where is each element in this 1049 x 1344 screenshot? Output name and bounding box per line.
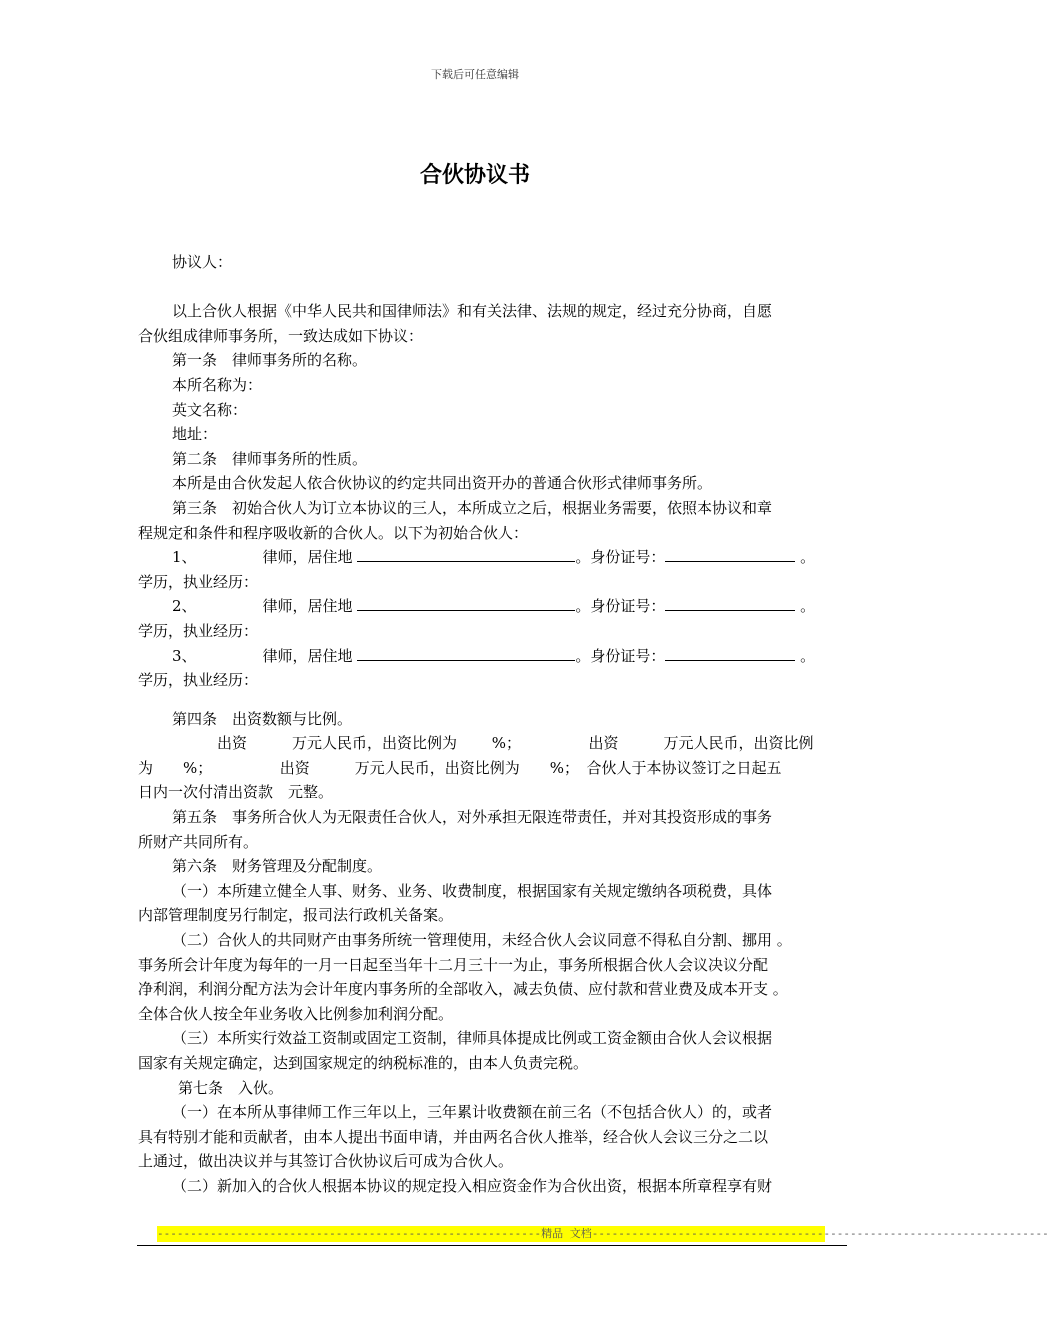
partner-row-3 — [138, 644, 850, 669]
partner-number: 1、 — [172, 548, 197, 567]
id-label: 。身份证号： — [575, 548, 666, 567]
partner-number: 3、 — [172, 646, 197, 665]
article-4-heading: 第四条 出资数额与比例。 — [172, 709, 353, 728]
partner-lawyer-label: 律师，居住地 — [262, 597, 353, 616]
article-6-clause-2-a: （二）合伙人的共同财产由事务所统一管理使用，未经合伙人会议同意不得私自分割、挪用 。 — [172, 931, 792, 950]
page-header: 下载后可任意编辑 — [431, 68, 519, 81]
intro-line-2: 合伙组成律师事务所，一致达成如下协议： — [138, 326, 424, 345]
partner-edu-2: 学历，执业经历： — [138, 621, 259, 640]
line-end: 。 — [800, 548, 816, 567]
article-3-line-2: 程规定和条件和程序吸收新的合伙人。以下为初始合伙人： — [138, 523, 529, 542]
article-3-line-1: 第三条 初始合伙人为订立本协议的三人，本所成立之后，根据业务需要，依照本协议和章 — [172, 498, 773, 517]
id-number-blank — [665, 545, 795, 562]
document-title: 合伙协议书 — [419, 163, 530, 188]
line-end: 。 — [800, 646, 816, 665]
partner-row-1 — [138, 545, 850, 570]
residence-blank — [357, 594, 575, 611]
article-6-clause-3-a: （三）本所实行效益工资制或固定工资制，律师具体提成比例或工资金额由合伙人会议根据 — [172, 1029, 773, 1048]
id-number-blank — [665, 594, 795, 611]
article-2-text: 本所是由合伙发起人依合伙协议的约定共同出资开办的普通合伙形式律师事务所。 — [172, 474, 713, 493]
article-4-line-3: 日内一次付清出资款 元整。 — [138, 783, 334, 802]
article-7-clause-1-a: （一）在本所从事律师工作三年以上，三年累计收费额在前三名（不包括合伙人）的，或者 — [172, 1103, 773, 1122]
article-6-clause-1-b: 内部管理制度另行制定，报司法行政机关备案。 — [138, 906, 454, 925]
article-6-clause-3-b: 国家有关规定确定，达到国家规定的纳税标准的，由本人负责完税。 — [138, 1054, 589, 1072]
partner-edu-3: 学历，执业经历： — [138, 671, 259, 690]
partner-edu-1: 学历，执业经历： — [138, 572, 259, 591]
english-name-field: 英文名称： — [172, 400, 248, 419]
line-end: 。 — [800, 597, 816, 616]
article-6-clause-2-b: 事务所会计年度为每年的一月一日起至当年十二月三十一为止，事务所根据合伙人会议决议分配 — [138, 955, 769, 974]
article-5-line-2: 所财产共同所有。 — [138, 832, 259, 851]
article-6-heading: 第六条 财务管理及分配制度。 — [172, 857, 383, 876]
id-label: 。身份证号： — [575, 597, 666, 616]
article-4-line-2: 为 %； 出资 万元人民币，出资比例为 %； 合伙人于本协议签订之日起五 — [138, 758, 782, 777]
partner-row-2 — [138, 594, 850, 619]
article-7-clause-2-a: （二）新加入的合伙人根据本协议的规定投入相应资金作为合伙出资，根据本所章程享有财 — [172, 1176, 773, 1195]
residence-blank — [357, 644, 575, 661]
address-field: 地址： — [172, 425, 218, 444]
article-6-clause-2-c: 净利润，利润分配方法为会计年度内事务所的全部收入，减去负债、应付款和营业费及成本开支 。 — [138, 980, 788, 999]
partner-lawyer-label: 律师，居住地 — [262, 548, 353, 567]
partner-lawyer-label: 律师，居住地 — [262, 646, 353, 665]
article-7-clause-1-b: 具有特别才能和贡献者，由本人提出书面申请，并由两名合伙人推举，经合伙人会议三分之二以 — [138, 1127, 769, 1146]
footer-rule — [137, 1245, 847, 1246]
article-2-heading: 第二条 律师事务所的性质。 — [172, 449, 368, 468]
document-body — [138, 250, 850, 1199]
id-label: 。身份证号： — [575, 646, 666, 665]
parties-label: 协议人： — [172, 253, 233, 271]
article-4-line-1: 出资 万元人民币，出资比例为 %； 出资 万元人民币，出资比例 — [172, 734, 814, 753]
id-number-blank — [665, 644, 795, 661]
residence-blank — [357, 545, 575, 562]
article-1-heading: 第一条 律师事务所的名称。 — [172, 351, 368, 370]
article-7-heading: 第七条 入伙。 — [178, 1078, 284, 1097]
footer-text: ----------------------------------------------------------精品 文档--------------------------------------------------------------------- — [157, 1227, 1049, 1240]
article-6-clause-1-a: （一）本所建立健全人事、财务、业务、收费制度，根据国家有关规定缴纳各项税费，具体 — [172, 881, 773, 900]
article-5-line-1: 第五条 事务所合伙人为无限责任合伙人，对外承担无限连带责任，并对其投资形成的事务 — [172, 808, 773, 827]
firm-name-field: 本所名称为： — [172, 375, 263, 394]
article-7-clause-1-c: 上通过，做出决议并与其签订合伙协议后可成为合伙人。 — [138, 1152, 514, 1171]
partner-number: 2、 — [172, 597, 197, 616]
article-6-clause-2-d: 全体合伙人按全年业务收入比例参加利润分配。 — [138, 1004, 454, 1023]
intro-line-1: 以上合伙人根据《中华人民共和国律师法》和有关法律、法规的规定，经过充分协商，自愿 — [172, 302, 773, 321]
